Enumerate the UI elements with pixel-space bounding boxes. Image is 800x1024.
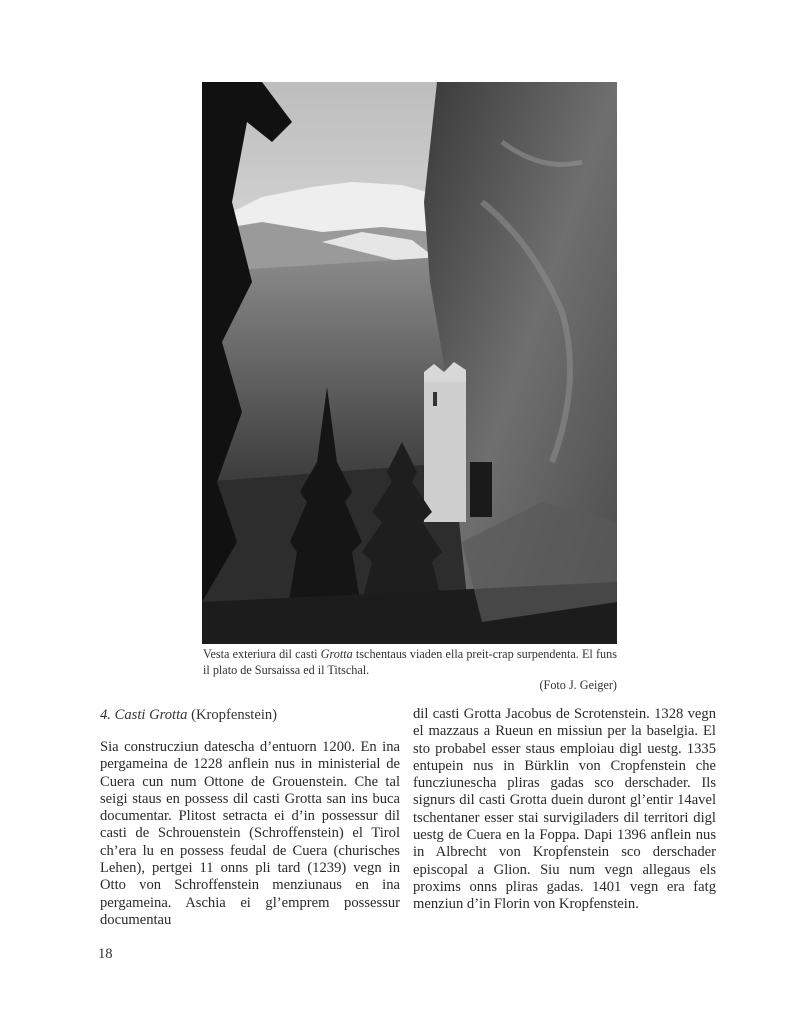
caption-italic-castle-name: Grotta [320, 647, 353, 661]
body-paragraph-left: Sia construcziun datescha d’entuorn 1200. En ina pergameina de 1228 anflein nus in ministerial de Cuera cun num Ottone de Grouenstein. Che tal seigi staus en possess dil casti Grotta san ins buca documentar. Plitost setracta ei d’in possessur dil casti de Schrouenstein (Schroffenstein) el Tirol ch’era lu en possess feudal de Cuera (churisches Lehen), pertgei 11 onns pli tard (1239) vegn in Otto von Schroffenstein menziunaus en ina pergameina. Aschia ei gl’emprem possessur documentau [100, 739, 400, 928]
section-heading [100, 707, 277, 724]
body-paragraph-right: dil casti Grotta Jacobus de Scrotenstein. 1328 vegn el mazzaus a Rueun en missiun per la baselgia. El sto probabel esser staus emploiau digl uestg. 1335 entupein nus in Bürklin von Cropfenstein che funcziunescha pliras gadas sco derschader. Ils signurs dil casti Grotta duein duront gl’entir 14avel tschentaner esser stai survigiladers dil territori digl uestg de Cuera en la Foppa. Dapi 1396 anflein nus in Albrecht von Kropfenstein sco derschader episcopal a Glion. Siu num vegn allegaus els proxims onns pliras gadas. 1401 vegn era fatg menziun d’in Florin von Kropfenstein. [413, 706, 716, 913]
body-column-left [100, 739, 400, 929]
photo-credit: (Foto J. Geiger) [539, 678, 617, 692]
section-number: 4. [100, 707, 111, 723]
section-title-alt-name: (Kropfenstein) [191, 707, 278, 723]
body-column-right [413, 706, 716, 914]
page-number: 18 [98, 946, 113, 962]
section-title: Casti Grotta [114, 707, 188, 723]
photograph-castle-grotta [202, 82, 617, 644]
figure-caption [203, 647, 617, 694]
photo-illustration [202, 82, 617, 644]
caption-text: Vesta exteriura dil casti Grotta tschentaus viaden ella preit-crap surpendenta. El funs il plato de Sursaissa ed il Titschal. [203, 647, 617, 677]
